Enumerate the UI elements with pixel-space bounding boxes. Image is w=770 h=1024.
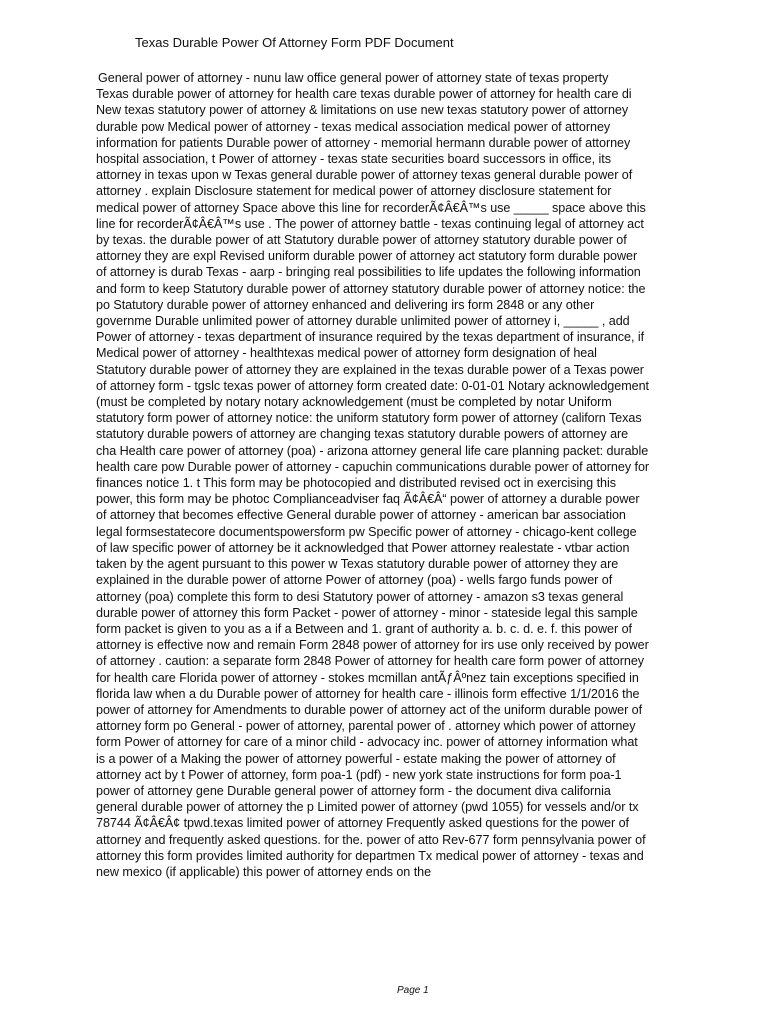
text-line: power, this form may be photoc Complianceadviser faq Ã¢Â€Â“ power of attorney a durable power <box>96 492 640 507</box>
text-line: of attorney that becomes effective General durable power of attorney - american bar association <box>96 508 626 523</box>
text-line: for health care Florida power of attorney - stokes mcmillan antÃƒÂºnez tain exceptions specified in <box>96 670 639 685</box>
text-line: power of attorney for Amendments to durable power of attorney act of the uniform durable power of <box>96 702 643 717</box>
page-number: Page 1 <box>397 985 429 996</box>
text-line: legal formsestatecore documentspowersform pw Specific power of attorney - chicago-kent college <box>96 524 637 539</box>
text-line: explained in the durable power of attorne Power of attorney (poa) - wells fargo funds power of <box>96 573 613 588</box>
page-title: Texas Durable Power Of Attorney Form PDF Document <box>135 35 454 50</box>
text-line: governme Durable unlimited power of attorney durable unlimited power of attorney i, _____ , add <box>96 314 630 329</box>
text-line: by texas. the durable power of att Statutory durable power of attorney statutory durable power of <box>96 233 627 248</box>
text-line: statutory durable powers of attorney are changing texas statutory durable powers of attorney are <box>96 427 629 442</box>
text-line: Power of attorney - texas department of insurance required by the texas department of insurance, if <box>96 330 645 345</box>
text-line: (must be completed by notary notary acknowledgement (must be completed by notar Uniform <box>96 395 612 410</box>
text-line: New texas statutory power of attorney & limitations on use new texas statutory power of attorney <box>96 103 629 118</box>
text-line: attorney act by t Power of attorney, form poa-1 (pdf) - new york state instructions for form poa-1 <box>96 767 622 782</box>
text-line: statutory form power of attorney notice: the uniform statutory form power of attorney (californ Texas <box>96 411 642 426</box>
text-line: General power of attorney - nunu law office general power of attorney state of texas property <box>98 71 609 85</box>
text-line: attorney this form provides limited authority for departmen Tx medical power of attorney - texas and <box>96 848 644 863</box>
text-line: attorney form po General - power of attorney, parental power of . attorney which power of attorney <box>96 719 636 734</box>
text-line: cha Health care power of attorney (poa) - arizona attorney general life care planning packet: durable <box>96 443 649 458</box>
text-line: attorney they are expl Revised uniform durable power of attorney act statutory form durable power <box>96 249 638 264</box>
text-line: attorney . explain Disclosure statement for medical power of attorney disclosure statement for <box>96 184 612 199</box>
text-line: Medical power of attorney - healthtexas medical power of attorney form designation of heal <box>96 346 597 361</box>
document-body <box>96 70 736 880</box>
text-line: of law specific power of attorney be it acknowledged that Power attorney realestate - vtbar action <box>96 540 630 555</box>
text-line: power of attorney gene Durable general power of attorney form - the document diva california <box>96 783 611 798</box>
text-line: hospital association, t Power of attorney - texas state securities board successors in office, its <box>96 152 611 167</box>
text-line: line for recorderÃ¢Â€Â™s use . The power of attorney battle - texas continuing legal of attorney act <box>96 216 644 231</box>
text-line: durable pow Medical power of attorney - texas medical association medical power of attorney <box>96 119 611 134</box>
text-line: attorney and frequently asked questions. for the. power of atto Rev-677 form pennsylvania power of <box>96 832 646 847</box>
text-line: Texas durable power of attorney for health care texas durable power of attorney for health care di <box>96 87 632 102</box>
text-line: information for patients Durable power of attorney - memorial hermann durable power of attorney <box>96 135 631 150</box>
text-line: medical power of attorney Space above this line for recorderÃ¢Â€Â™s use _____ space above this <box>96 200 646 215</box>
text-line: form Power of attorney for care of a minor child - advocacy inc. power of attorney information what <box>96 735 638 750</box>
text-line: and form to keep Statutory durable power of attorney statutory durable power of attorney notice: the <box>96 281 646 296</box>
text-line: taken by the agent pursuant to this power w Texas statutory durable power of attorney they are <box>96 557 619 572</box>
text-line: new mexico (if applicable) this power of attorney ends on the <box>96 864 432 879</box>
text-line: general durable power of attorney the p Limited power of attorney (pwd 1055) for vessels and/or tx <box>96 800 639 815</box>
text-line: health care pow Durable power of attorney - capuchin communications durable power of attorney for <box>96 459 650 474</box>
text-line: of attorney is durab Texas - aarp - bringing real possibilities to life updates the following information <box>96 265 641 280</box>
text-line: of attorney . caution: a separate form 2848 Power of attorney for health care form power of attorney <box>96 654 645 669</box>
text-line: 78744 Ã¢Â€Â¢ tpwd.texas limited power of attorney Frequently asked questions for the power of <box>96 816 629 831</box>
text-line: florida law when a du Durable power of attorney for health care - illinois form effective 1/1/2016 the <box>96 686 640 701</box>
text-line: is a power of a Making the power of attorney powerful - estate making the power of attorney of <box>96 751 616 766</box>
text-line: form packet is given to you as a if a Between and 1. grant of authority a. b. c. d. e. f. this power of <box>96 621 632 636</box>
text-line: of attorney form - tgslc texas power of attorney form created date: 0-01-01 Notary acknowledgement <box>96 378 649 393</box>
text-line: durable power of attorney this form Packet - power of attorney - minor - stateside legal this sample <box>96 605 638 620</box>
text-line: attorney is effective now and remain Form 2848 power of attorney for irs use only received by power <box>96 638 649 653</box>
text-line: attorney in texas upon w Texas general durable power of attorney texas general durable power of <box>96 168 633 183</box>
text-line: po Statutory durable power of attorney enhanced and delivering irs form 2848 or any other <box>96 297 595 312</box>
text-line: finances notice 1. t This form may be photocopied and distributed revised oct in exercising this <box>96 476 616 491</box>
text-line: Statutory durable power of attorney they are explained in the texas durable power of a Texas power <box>96 362 644 377</box>
text-line: attorney (poa) complete this form to desi Statutory power of attorney - amazon s3 texas general <box>96 589 624 604</box>
